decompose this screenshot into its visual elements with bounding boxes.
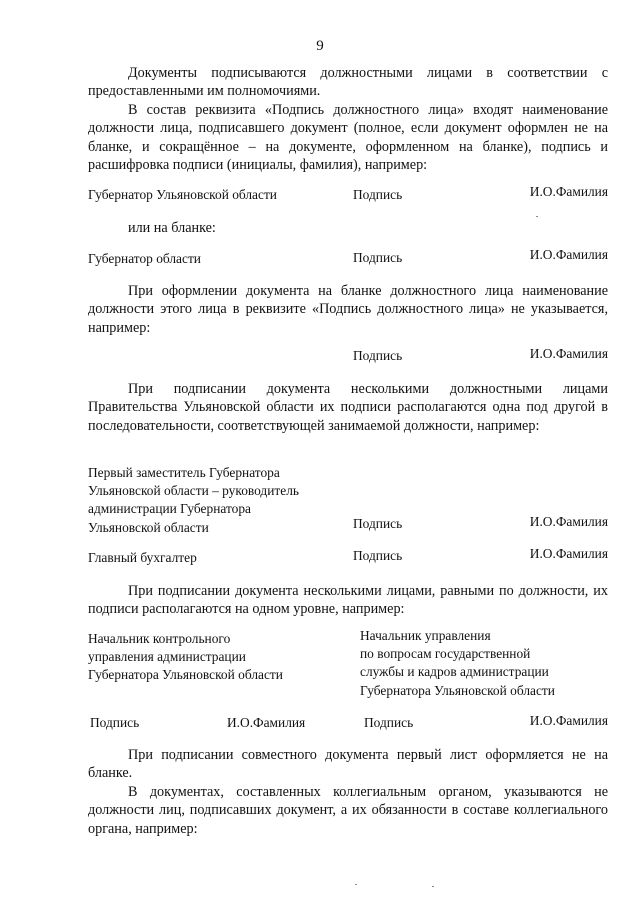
example-6-right-position: [360, 627, 555, 700]
example-3-signature: Подпись: [353, 348, 403, 363]
scan-speck: [355, 884, 357, 885]
example-4-position-line: администрации Губернатора: [88, 501, 251, 517]
paragraph-4: При оформлении документа на бланке должностного лица наименование должности этого лица в реквизите «Подпись должностного лица» не указывается, например:: [88, 283, 608, 336]
page-number: 9: [316, 38, 324, 54]
example-3-name: И.О.Фамилия: [529, 346, 608, 361]
example-6-right-line: Губернатора Ульяновской области: [360, 682, 555, 698]
example-4-position-line: Первый заместитель Губернатора: [88, 465, 280, 480]
scan-speck: [536, 216, 538, 217]
example-4-position-line: Ульяновской области – руководитель: [88, 483, 299, 499]
example-5-position: Главный бухгалтер: [88, 550, 197, 565]
example-1-position: Губернатор Ульяновской области: [88, 187, 277, 202]
example-6-left-line: Губернатора Ульяновской области: [88, 667, 283, 683]
example-6-left-position: [88, 630, 283, 685]
example-1-name: И.О.Фамилия: [529, 184, 608, 199]
example-6-right-line: Начальник управления: [360, 628, 491, 643]
paragraph-6: При подписании документа несколькими лицами, равными по должности, их подписи располагаются на одном уровне, например:: [88, 583, 608, 618]
example-6-left-line: управления администрации: [88, 649, 246, 665]
scan-speck: [432, 886, 434, 887]
example-6-right-name: И.О.Фамилия: [529, 713, 608, 728]
paragraph-1: Документы подписываются должностными лицами в соответствии с предоставленными им полномочиями.: [88, 65, 608, 100]
example-4-signature: Подпись: [353, 516, 403, 531]
example-4-position-line: Ульяновской области: [88, 519, 209, 535]
example-6-right-line: по вопросам государственной: [360, 646, 531, 662]
example-5-signature: Подпись: [353, 548, 403, 563]
example-4-position: [88, 464, 299, 537]
example-6-right-signature: Подпись: [364, 715, 414, 730]
paragraph-7: При подписании совместного документа первый лист оформляется не на бланке.: [88, 747, 608, 782]
example-6-left-name: И.О.Фамилия: [227, 715, 306, 730]
example-2-name: И.О.Фамилия: [529, 247, 608, 262]
example-6-left-signature: Подпись: [90, 715, 140, 730]
paragraph-2: В состав реквизита «Подпись должностного лица» входят наименование должности лица, подписавшего документ (полное, если документ оформлен не на бланке, и сокращённое – на документе, оформленном на бланке), подпись и расшифровка подписи (инициалы, фамилия), например:: [88, 102, 608, 174]
example-4-name: И.О.Фамилия: [529, 514, 608, 529]
example-5-name: И.О.Фамилия: [529, 546, 608, 561]
example-1-signature: Подпись: [353, 187, 403, 202]
example-2-position: Губернатор области: [88, 251, 201, 266]
paragraph-5: При подписании документа несколькими должностными лицами Правительства Ульяновской области их подписи располагаются одна под другой в последовательности, соответствующей занимаемой должности, например:: [88, 381, 608, 434]
example-6-left-line: Начальник контрольного: [88, 631, 231, 646]
paragraph-3: или на бланке:: [128, 220, 216, 236]
example-6-right-line: службы и кадров администрации: [360, 664, 549, 680]
paragraph-8: В документах, составленных коллегиальным органом, указываются не должности лиц, подписавших документ, а их обязанности в составе коллегиального органа, например:: [88, 784, 608, 837]
example-2-signature: Подпись: [353, 250, 403, 265]
